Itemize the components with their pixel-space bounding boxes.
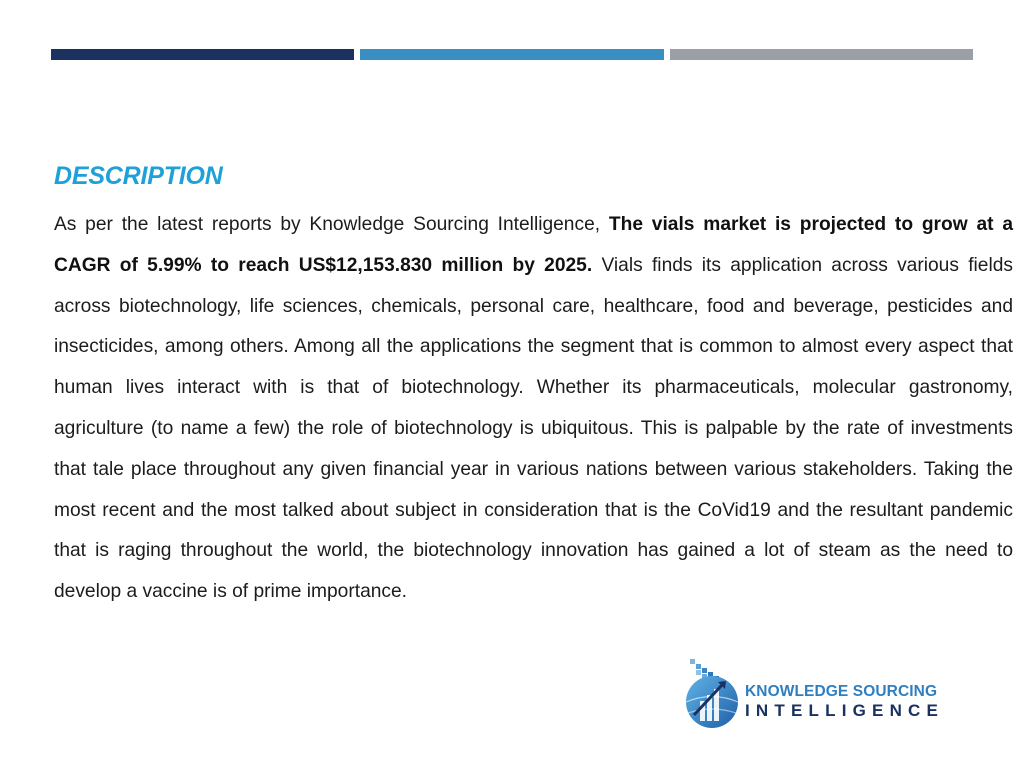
header-bar-dark	[51, 49, 354, 60]
logo-text-line1: KNOWLEDGE SOURCING	[745, 683, 938, 700]
paragraph-intro: As per the latest reports by Knowledge Sourcing Intelligence,	[54, 214, 609, 235]
logo-text-line2: INTELLIGENCE	[745, 701, 945, 720]
globe-bar-chart-logo-icon	[682, 655, 742, 730]
paragraph-body: Vials finds its application across various fields across biotechnology, life sciences, chemicals, personal care, healthcare, food and beverage, pesticides and insecticides, among others. Among all the applications the segment that is common to almost every aspect that human lives interact with is that of biotechnology. Whether its pharmaceuticals, molecular gastronomy, agriculture (to name a few) the role of biotechnology is ubiquitous. This is palpable by the rate of investments that tale place throughout any given financial year in various nations between various stakeholders. Taking the most recent and the most talked about subject in consideration that is the CoVid19 and the resultant pandemic that is raging throughout the world, the biotechnology innovation has gained a lot of steam as the need to develop a vaccine is of prime importance.	[54, 254, 1013, 603]
header-bar-gray	[670, 49, 973, 60]
header-color-bars	[51, 49, 973, 61]
header-bar-blue	[360, 49, 664, 60]
description-paragraph	[54, 205, 1013, 613]
paragraph-highlight: The vials market is projected to grow at a CAGR of 5.99% to reach US$12,153.830 million by 2025.	[54, 214, 1013, 276]
section-heading: DESCRIPTION	[54, 162, 223, 190]
company-logo	[682, 655, 952, 730]
